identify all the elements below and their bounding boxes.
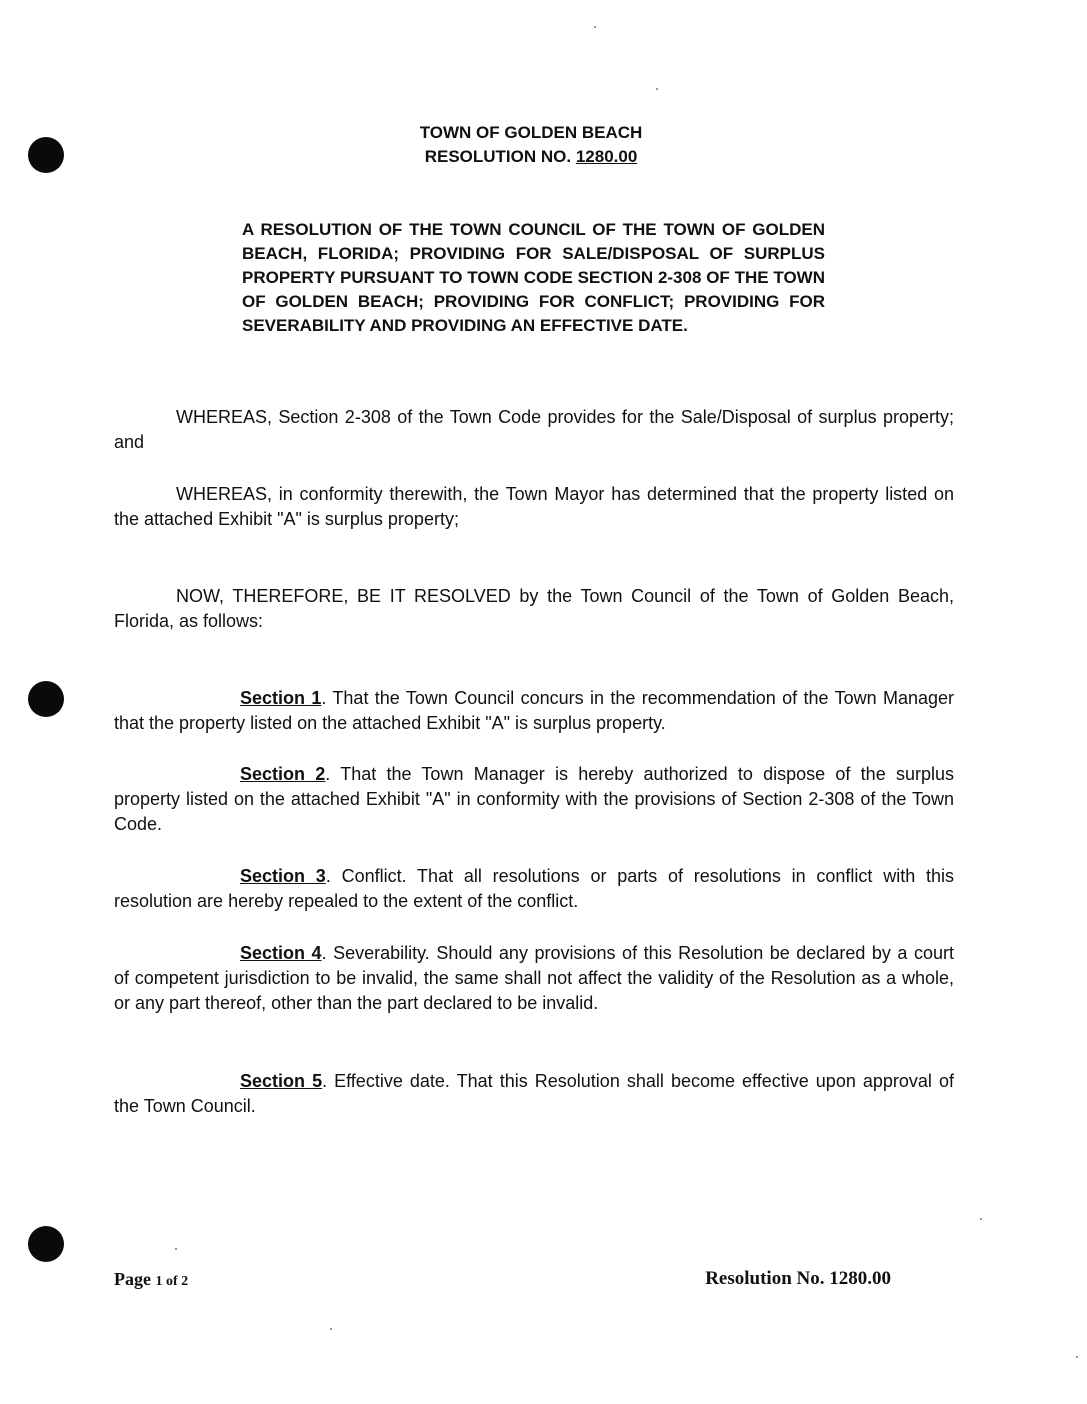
scan-speck xyxy=(330,1328,332,1330)
whereas-clause-1 xyxy=(114,405,954,455)
section-label: Section 5 xyxy=(240,1071,323,1091)
section-3 xyxy=(114,864,954,914)
scan-speck xyxy=(1076,1356,1078,1358)
section-4 xyxy=(114,941,954,1016)
section-text: . That the Town Manager is hereby authorized to dispose of the surplus property listed on the attached Exhibit "A" in conformity with the provisions of Section 2-308 of the Town Code. xyxy=(114,764,954,834)
section-2 xyxy=(114,762,954,837)
page-number xyxy=(114,1269,188,1290)
section-text: . Conflict. That all resolutions or parts of resolutions in conflict with this resolution are hereby repealed to the extent of the conflict. xyxy=(114,866,955,911)
scan-speck xyxy=(175,1248,177,1250)
whereas-text: WHEREAS, in conformity therewith, the Town Mayor has determined that the property listed on the attached Exhibit "A" is surplus property; xyxy=(114,484,954,529)
now-therefore-clause xyxy=(114,584,954,634)
footer-resolution-number: Resolution No. 1280.00 xyxy=(705,1268,891,1289)
section-label: Section 3 xyxy=(240,866,326,886)
page-of: 1 of 2 xyxy=(155,1274,189,1289)
scan-speck xyxy=(594,26,596,28)
resolution-number: 1280.00 xyxy=(575,147,638,166)
whereas-text: WHEREAS, Section 2-308 of the Town Code provides for the Sale/Disposal of surplus property; and xyxy=(114,407,954,452)
section-label: Section 1 xyxy=(240,688,322,708)
whereas-clause-2 xyxy=(114,482,954,532)
section-text: . Severability. Should any provisions of this Resolution be declared by a court of competent jurisdiction to be invalid, the same shall not affect the validity of the Resolution as a whole, or any part thereof, other than the part declared to be invalid. xyxy=(114,943,954,1013)
document-heading xyxy=(0,121,1062,169)
resolution-label: RESOLUTION NO. xyxy=(424,147,572,166)
section-text: . Effective date. That this Resolution shall become effective upon approval of the Town Council. xyxy=(114,1071,954,1116)
town-name: TOWN OF GOLDEN BEACH xyxy=(419,123,643,142)
section-label: Section 4 xyxy=(240,943,322,963)
scan-speck xyxy=(980,1218,982,1220)
punch-hole xyxy=(28,1226,64,1262)
resolution-caption: A RESOLUTION OF THE TOWN COUNCIL OF THE TOWN OF GOLDEN BEACH, FLORIDA; PROVIDING FOR SALE/DISPOSAL OF SURPLUS PROPERTY PURSUANT TO TOWN CODE SECTION 2-308 OF THE TOWN OF GOLDEN BEACH; PROVIDING FOR CONFLICT; PROVIDING FOR SEVERABILITY AND PROVIDING AN EFFECTIVE DATE. xyxy=(242,220,825,335)
resolution-title xyxy=(0,145,1062,169)
section-text: . That the Town Council concurs in the recommendation of the Town Manager that the property listed on the attached Exhibit "A" is surplus property. xyxy=(114,688,954,733)
now-therefore-text: NOW, THEREFORE, BE IT RESOLVED by the Town Council of the Town of Golden Beach, Florida, as follows: xyxy=(114,586,954,631)
section-1 xyxy=(114,686,954,736)
punch-hole xyxy=(28,681,64,717)
scan-speck xyxy=(656,88,658,90)
section-5 xyxy=(114,1069,954,1119)
section-label: Section 2 xyxy=(240,764,326,784)
page-label: Page xyxy=(114,1269,151,1289)
